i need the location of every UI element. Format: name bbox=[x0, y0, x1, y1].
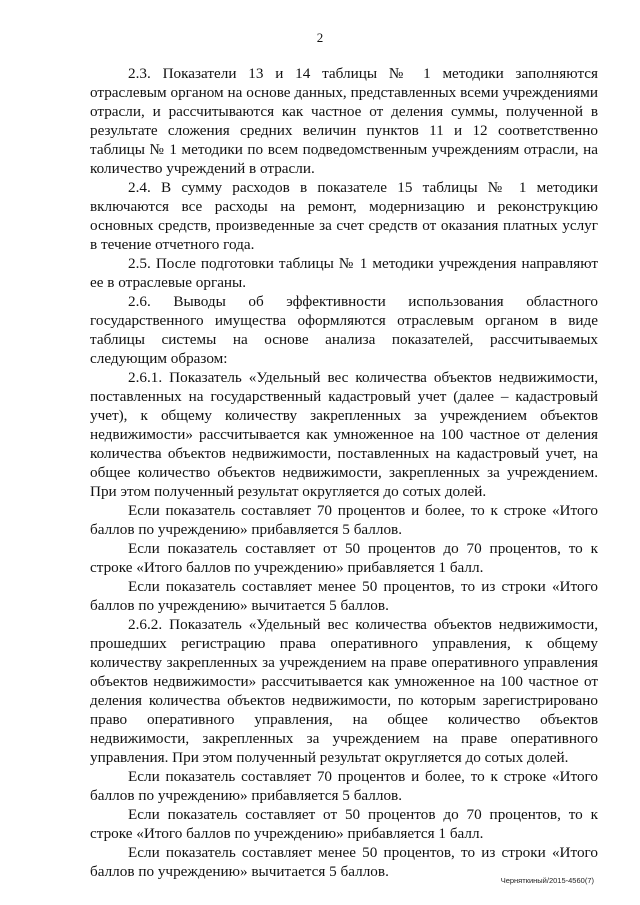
paragraph-2-6-2-rule-50-70: Если показатель составляет от 50 процентов до 70 процентов, то к строке «Итого баллов по учреждению» прибавляется 1 балл. bbox=[90, 806, 598, 842]
paragraph-2-3: 2.3. Показатели 13 и 14 таблицы № 1 методики заполняются отраслевым органом на основе данных, представленных всеми учреждениями отрасли, и рассчитываются как частное от деления суммы, полученной в результате сложения средних величин пунктов 11 и 12 соответственно таблицы № 1 методики по всем подведомственным учреждениям отрасли, на количество учреждений в отрасли. bbox=[90, 65, 598, 177]
paragraph-2-4: 2.4. В сумму расходов в показателе 15 таблицы № 1 методики включаются все расходы на ремонт, модернизацию и реконструкцию основных средств, произведенные за счет средств от оказания платных услуг в течение отчетного года. bbox=[90, 179, 598, 253]
document-code: Черняткиный/2015-4560(7) bbox=[500, 876, 594, 885]
paragraph-2-6-2: 2.6.2. Показатель «Удельный вес количества объектов недвижимости, прошедших регистрацию права оперативного управления, к общему количеству закрепленных за учреждением на праве оперативного управления объектов недвижимости» рассчитывается как умноженное на 100 частное от деления количества объектов недвижимости, по которым зарегистрировано право оперативного управления, на общее количество объектов недвижимости, закрепленных за учреждением на праве оперативного управления. При этом полученный результат округляется до сотых долей. bbox=[90, 616, 598, 766]
paragraph-2-5: 2.5. После подготовки таблицы № 1 методики учреждения направляют ее в отраслевые органы. bbox=[90, 255, 598, 291]
document-body bbox=[90, 64, 598, 881]
paragraph-2-6-1-rule-70: Если показатель составляет 70 процентов и более, то к строке «Итого баллов по учреждению» прибавляется 5 баллов. bbox=[90, 502, 598, 538]
paragraph-2-6-1: 2.6.1. Показатель «Удельный вес количества объектов недвижимости, поставленных на государственный кадастровый учет (далее – кадастровый учет), к общему количеству закрепленных за учреждением объектов недвижимости» рассчитывается как умноженное на 100 частное от деления количества объектов недвижимости, поставленных на кадастровый учет, на общее количество объектов недвижимости, закрепленных за учреждением. При этом полученный результат округляется до сотых долей. bbox=[90, 369, 598, 500]
paragraph-2-6-1-rule-50-70: Если показатель составляет от 50 процентов до 70 процентов, то к строке «Итого баллов по учреждению» прибавляется 1 балл. bbox=[90, 540, 598, 576]
paragraph-2-6-2-rule-70: Если показатель составляет 70 процентов и более, то к строке «Итого баллов по учреждению» прибавляется 5 баллов. bbox=[90, 768, 598, 804]
page-number: 2 bbox=[316, 30, 324, 45]
paragraph-2-6: 2.6. Выводы об эффективности использования областного государственного имущества оформляются отраслевым органом в виде таблицы системы на основе анализа показателей, рассчитываемых следующим образом: bbox=[90, 293, 598, 367]
paragraph-2-6-2-rule-below-50: Если показатель составляет менее 50 процентов, то из строки «Итого баллов по учреждению» вычитается 5 баллов. bbox=[90, 844, 598, 880]
paragraph-2-6-1-rule-below-50: Если показатель составляет менее 50 процентов, то из строки «Итого баллов по учреждению» вычитается 5 баллов. bbox=[90, 578, 598, 614]
